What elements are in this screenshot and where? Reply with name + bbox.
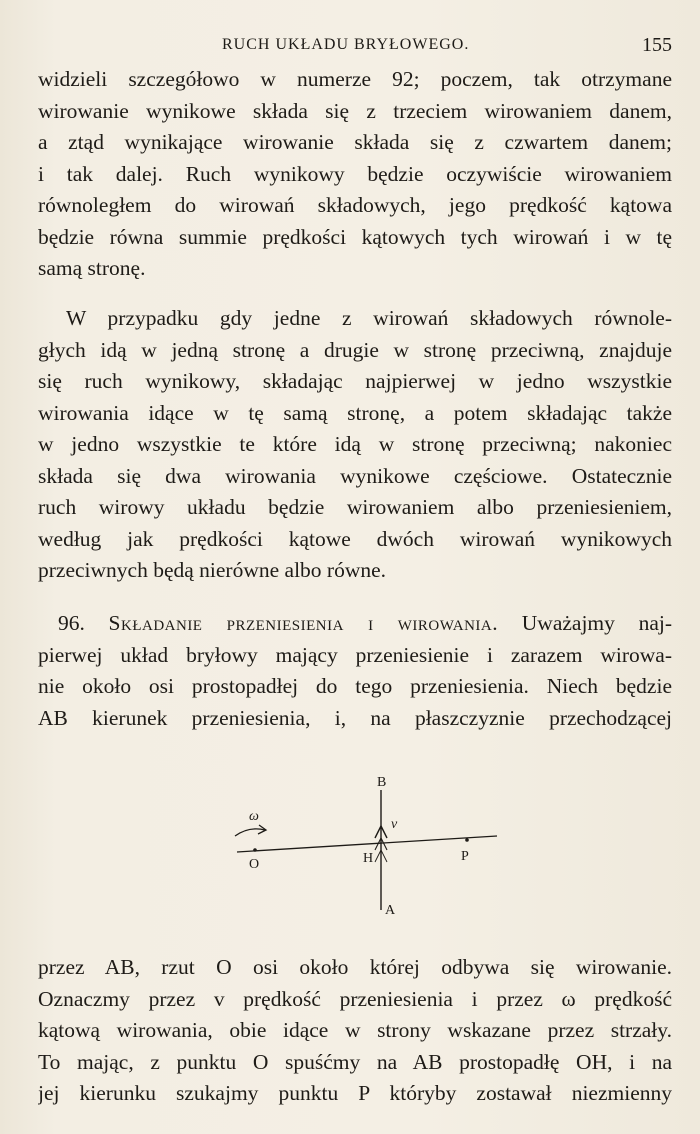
text-line: samą stronę. [38, 256, 146, 280]
text-line: przeciwnych będą nierówne albo równe. [38, 558, 387, 582]
text-line: jej kierunku szukajmy punktu P któryby zostawał niezmienny [38, 1081, 672, 1105]
figure-translation-rotation [225, 770, 515, 920]
text-fragment: Uważajmy naj- [521, 611, 672, 635]
text-line: będzie równa summie prędkości kątowych tych wirowań i w tę [38, 224, 672, 249]
running-title: RUCH UKŁADU BRYŁOWEGO. [222, 36, 470, 53]
paragraph-continued [38, 64, 672, 285]
text-line: ruch wirowy układu będzie wirowaniem albo przeniesieniem, [38, 495, 672, 519]
point-o-marker [253, 848, 257, 852]
label-omega: ω [249, 809, 259, 824]
paragraph-after-figure [38, 952, 672, 1110]
text-line: widzieli szczegółowo w numerze 92; poczem, tak otrzymane [38, 67, 672, 91]
text-line: w jedno wszystkie te które idą w stronę przeciwną; nakoniec [38, 432, 672, 456]
label-v: v [391, 817, 398, 832]
text-line: wirowania idące w tę samą stronę, a potem składając także [38, 400, 672, 425]
label-p: P [461, 849, 469, 864]
page-header [0, 34, 700, 60]
text-line: równoległem do wirowań składowych, jego prędkość kątowa [38, 193, 672, 217]
label-b: B [377, 775, 387, 790]
text-line: głych idą w jedną stronę a drugie w stronę przeciwną, znajduje [38, 337, 672, 362]
text-line: przez AB, rzut O osi około której odbywa się wirowanie. [38, 955, 672, 979]
section-title: Składanie przeniesienia i wirowania. [108, 611, 499, 635]
section-heading-line [38, 608, 672, 640]
point-p-marker [465, 838, 469, 842]
text-line: Oznaczmy przez v prędkość przeniesienia i przez ω prędkość [38, 986, 672, 1011]
paragraph-opposite-rotations [38, 303, 672, 587]
text-line: nie około osi prostopadłej do tego przeniesienia. Niech będzie [38, 674, 672, 698]
section-number: 96. [58, 611, 85, 635]
label-h: H [363, 851, 374, 866]
text-line: pierwej układ bryłowy mający przeniesienie i zarazem wirowa- [38, 642, 672, 667]
label-a: A [385, 903, 396, 918]
text-line: kątową wirowania, obie idące w strony wskazane przez strzały. [38, 1018, 672, 1042]
text-line: a ztąd wynikające wirowanie składa się z czwartem danem; [38, 130, 672, 154]
figure-drawing [225, 770, 515, 920]
text-line: wirowanie wynikowe składa się z trzeciem wirowaniem danem, [38, 98, 672, 123]
text-line: W przypadku gdy jedne z wirowań składowych równole- [66, 306, 672, 330]
text-line: To mając, z punktu O spuśćmy na AB prostopadłę OH, i na [38, 1049, 672, 1074]
section-96 [38, 608, 672, 734]
text-line: według jak prędkości kątowe dwóch wirowań wynikowych [38, 526, 672, 551]
text-line: składa się dwa wirowania wynikowe częściowe. Ostatecznie [38, 463, 672, 488]
line-op [237, 836, 497, 852]
text-line: AB kierunek przeniesienia, i, na płaszczyznie przechodzącej [38, 705, 672, 730]
label-o: O [249, 857, 260, 872]
text-line: się ruch wynikowy, składając najpierwej w jedno wszystkie [38, 369, 672, 393]
text-line: i tak dalej. Ruch wynikowy będzie oczywiście wirowaniem [38, 161, 672, 186]
page-number: 155 [642, 34, 672, 56]
